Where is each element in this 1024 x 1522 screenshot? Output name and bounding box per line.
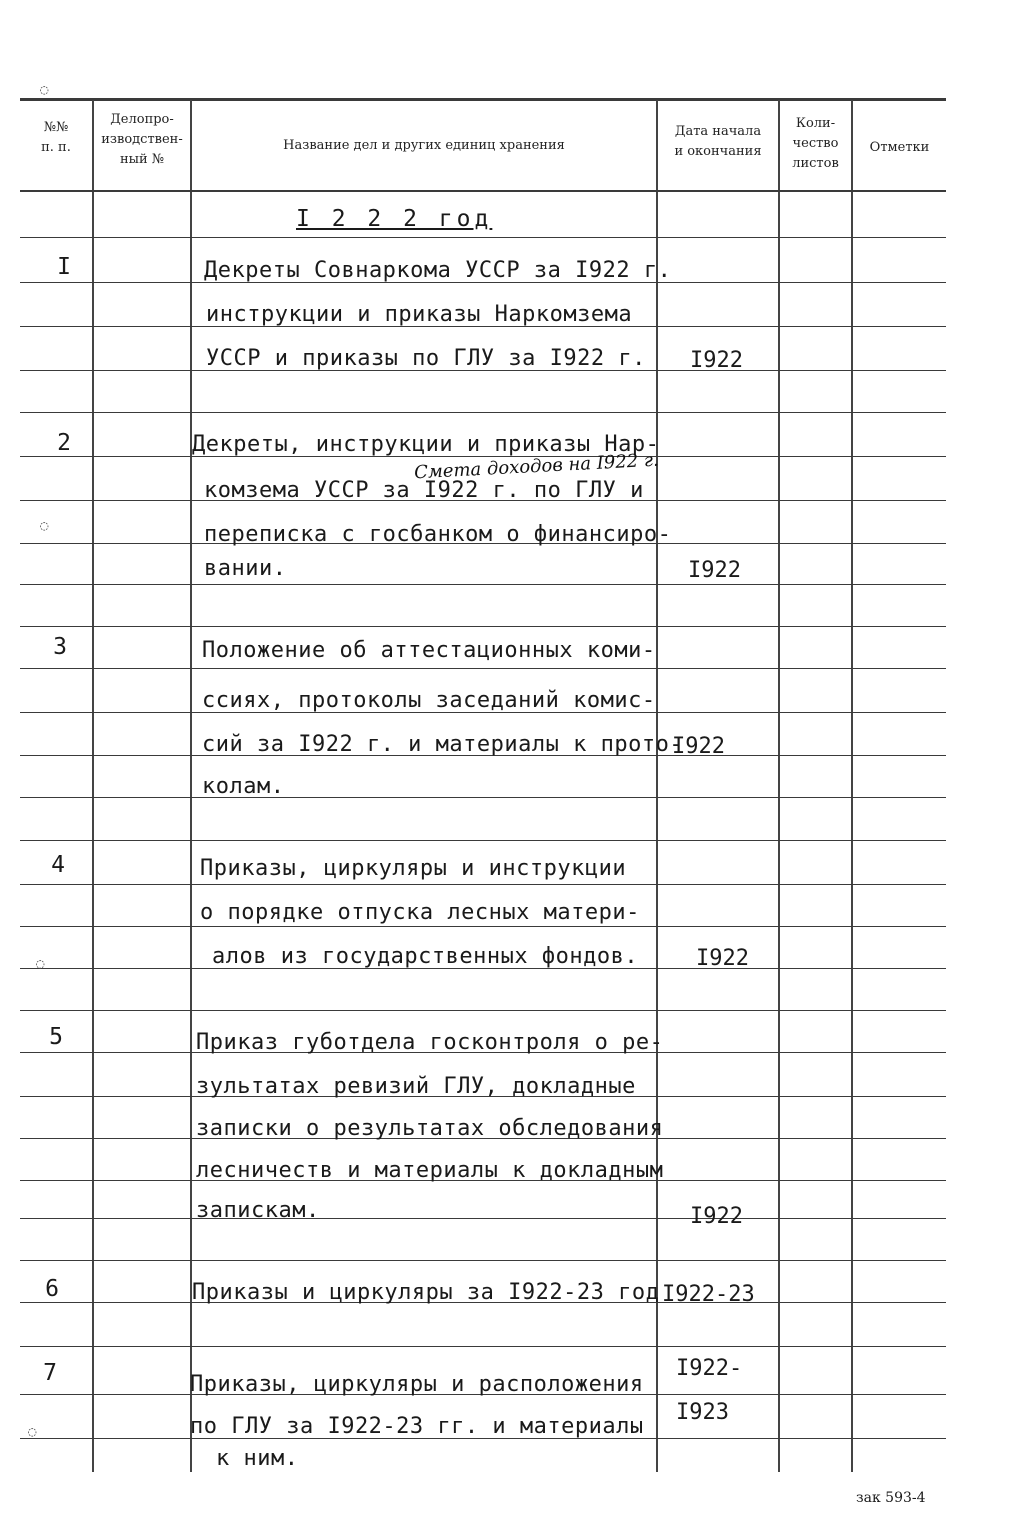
- entry-number: 4: [51, 852, 65, 878]
- column-divider: [92, 100, 94, 1472]
- header-title: Название дел и других единиц хранения: [283, 138, 565, 153]
- entry-title-line: Приказ губотдела госконтроля о ре-: [196, 1030, 664, 1055]
- row-rule: [20, 840, 946, 841]
- row-rule: [20, 1346, 946, 1347]
- column-divider: [190, 100, 192, 1472]
- handwritten-insertion: Смета доходов на I922 г.: [413, 449, 660, 484]
- row-rule: [20, 884, 946, 885]
- entry-title-line: ссиях, протоколы заседаний комис-: [202, 688, 656, 713]
- row-rule: [20, 626, 946, 627]
- header-number: №№ п. п.: [41, 120, 71, 156]
- year-heading: I 2 2 2 год: [296, 206, 493, 232]
- row-rule: [20, 1260, 946, 1261]
- entry-date: I922-23: [662, 1282, 755, 1307]
- entry-number: 6: [45, 1276, 59, 1302]
- entry-number: 5: [49, 1024, 63, 1050]
- entry-title-line: к ним.: [216, 1446, 299, 1471]
- margin-mark: ◌: [40, 518, 49, 534]
- entry-title-line: Приказы, циркуляры и инструкции: [200, 856, 627, 881]
- entry-date: I922: [696, 946, 749, 971]
- header-sheets: Коли- чество листов: [792, 116, 839, 172]
- top-rule: [20, 98, 946, 101]
- entry-date-start: I922-: [676, 1356, 743, 1381]
- entry-title-line: Декреты Совнаркома УССР за I922 г.: [204, 258, 672, 283]
- row-rule: [20, 237, 946, 238]
- entry-date: I922: [688, 558, 741, 583]
- column-divider: [778, 100, 780, 1472]
- row-rule: [20, 412, 946, 413]
- entry-date-end: I923: [676, 1400, 729, 1425]
- header-bottom-rule: [20, 190, 946, 192]
- header-notes: Отметки: [869, 140, 930, 155]
- header-dates: Дата начала и окончания: [674, 124, 762, 160]
- entry-title-line: инструкции и приказы Наркомзема: [206, 302, 633, 327]
- header-office-number: Делопро- изводствен- ный №: [101, 112, 183, 168]
- footer-order-number: зак 593-4: [856, 1490, 926, 1506]
- row-rule: [20, 668, 946, 669]
- row-rule: [20, 584, 946, 585]
- entry-title-line: сий за I922 г. и материалы к прото-: [202, 732, 684, 757]
- row-rule: [20, 797, 946, 798]
- entry-title-line: Декреты, инструкции и приказы Нар-: [192, 432, 660, 457]
- margin-mark: ◌: [40, 82, 49, 98]
- entry-title-line: Положение об аттестационных коми-: [202, 638, 656, 663]
- entry-title-line: Приказы и циркуляры за I922-23 год: [192, 1280, 660, 1305]
- entry-title-line: комзема УССР за I922 г. по ГЛУ и: [204, 478, 644, 503]
- entry-number: 7: [43, 1360, 57, 1386]
- column-divider: [656, 100, 658, 1472]
- entry-number: 2: [57, 430, 71, 456]
- entry-title-line: колам.: [202, 774, 285, 799]
- entry-title-line: вании.: [204, 556, 287, 581]
- entry-title-line: Приказы, циркуляры и расположения: [190, 1372, 644, 1397]
- column-divider: [851, 100, 853, 1472]
- entry-title-line: по ГЛУ за I922-23 гг. и материалы: [190, 1414, 644, 1439]
- entry-title-line: переписка с госбанком о финансиро-: [204, 522, 672, 547]
- entry-number: I: [57, 254, 71, 280]
- entry-title-line: о порядке отпуска лесных матери-: [200, 900, 640, 925]
- row-rule: [20, 926, 946, 927]
- entry-date: I922: [690, 1204, 743, 1229]
- entry-title-line: зультатах ревизий ГЛУ, докладные: [196, 1074, 636, 1099]
- row-rule: [20, 1010, 946, 1011]
- entry-title-line: запискам.: [196, 1198, 320, 1223]
- margin-mark: ◌: [28, 1424, 37, 1440]
- row-rule: [20, 1218, 946, 1219]
- entry-title-line: алов из государственных фондов.: [212, 944, 639, 969]
- margin-mark: ◌: [36, 956, 45, 972]
- entry-title-line: УССР и приказы по ГЛУ за I922 г.: [206, 346, 646, 371]
- entry-date: I922: [690, 348, 743, 373]
- entry-date: I922: [672, 734, 725, 759]
- entry-title-line: записки о результатах обследования: [196, 1116, 664, 1141]
- entry-number: 3: [53, 634, 67, 660]
- entry-title-line: лесничеств и материалы к докладным: [196, 1158, 664, 1183]
